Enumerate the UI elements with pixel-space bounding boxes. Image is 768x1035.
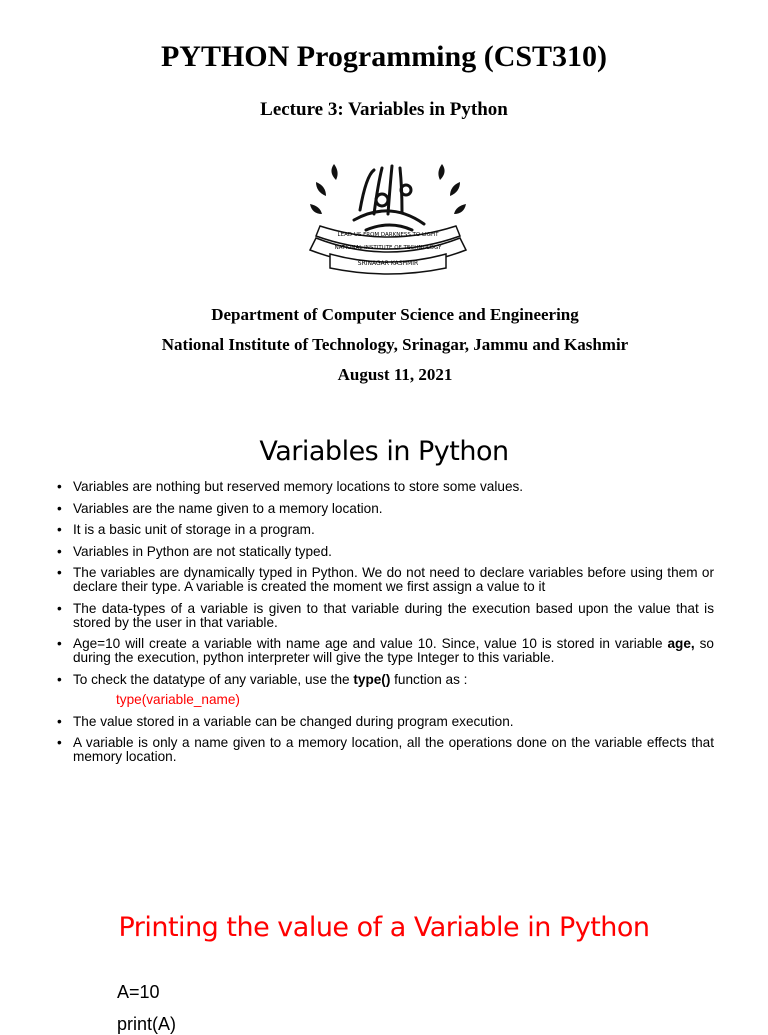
list-item: • It is a basic unit of storage in a program. [56, 523, 714, 537]
list-item: • The value stored in a variable can be changed during program execution. [56, 715, 714, 729]
list-item: • Age=10 will create a variable with name age and value 10. Since, value 10 is stored in variable age, so during the execution, python interpreter will give the type Integer to this variable. [56, 637, 714, 665]
list-item: • The variables are dynamically typed in Python. We do not need to declare variables before using them or declare their type. A variable is created the moment we first assign a value to it [56, 566, 714, 594]
nit-srinagar-emblem-icon [308, 160, 468, 276]
lecture-title: Lecture 3: Variables in Python [260, 99, 508, 120]
code-example: type(variable_name) [116, 692, 240, 707]
title-slide [0, 0, 768, 410]
list-item: • Variables are nothing but reserved memory locations to store some values. [56, 480, 714, 494]
list-item: • The data-types of a variable is given to that variable during the execution based upon the value that is stored by the user in that variable. [56, 602, 714, 630]
logo-institute-name: NATIONAL INSTITUTE OF TECHNOLOGY [334, 245, 442, 251]
list-item: • To check the datatype of any variable, use the type() function as : [56, 673, 714, 687]
bold-keyword: type() [353, 671, 391, 687]
logo-motto: LEAD US FROM DARKNESS TO LIGHT [337, 232, 439, 238]
list-item: • Variables are the name given to a memory location. [56, 502, 714, 516]
list-item: • A variable is only a name given to a memory location, all the operations done on the variable effects that memory location. [56, 736, 714, 764]
slide-title: Variables in Python [259, 436, 509, 467]
bold-keyword: age, [667, 636, 695, 651]
slide-title: Printing the value of a Variable in Python [118, 912, 650, 943]
variables-slide [0, 410, 768, 865]
code-line: print(A) [117, 1014, 177, 1034]
course-title: PYTHON Programming (CST310) [160, 40, 608, 73]
printing-slide [0, 865, 768, 1034]
lecture-date: August 11, 2021 [337, 365, 453, 384]
code-line: A=10 [117, 982, 160, 1002]
list-item: • Variables in Python are not statically typed. [56, 545, 714, 559]
bullet-list [56, 480, 714, 772]
logo-location: SRINAGAR KASHMIR [357, 260, 419, 267]
institute-name: National Institute of Technology, Srinagar, Jammu and Kashmir [161, 335, 629, 354]
department-name: Department of Computer Science and Engineering [211, 305, 579, 324]
